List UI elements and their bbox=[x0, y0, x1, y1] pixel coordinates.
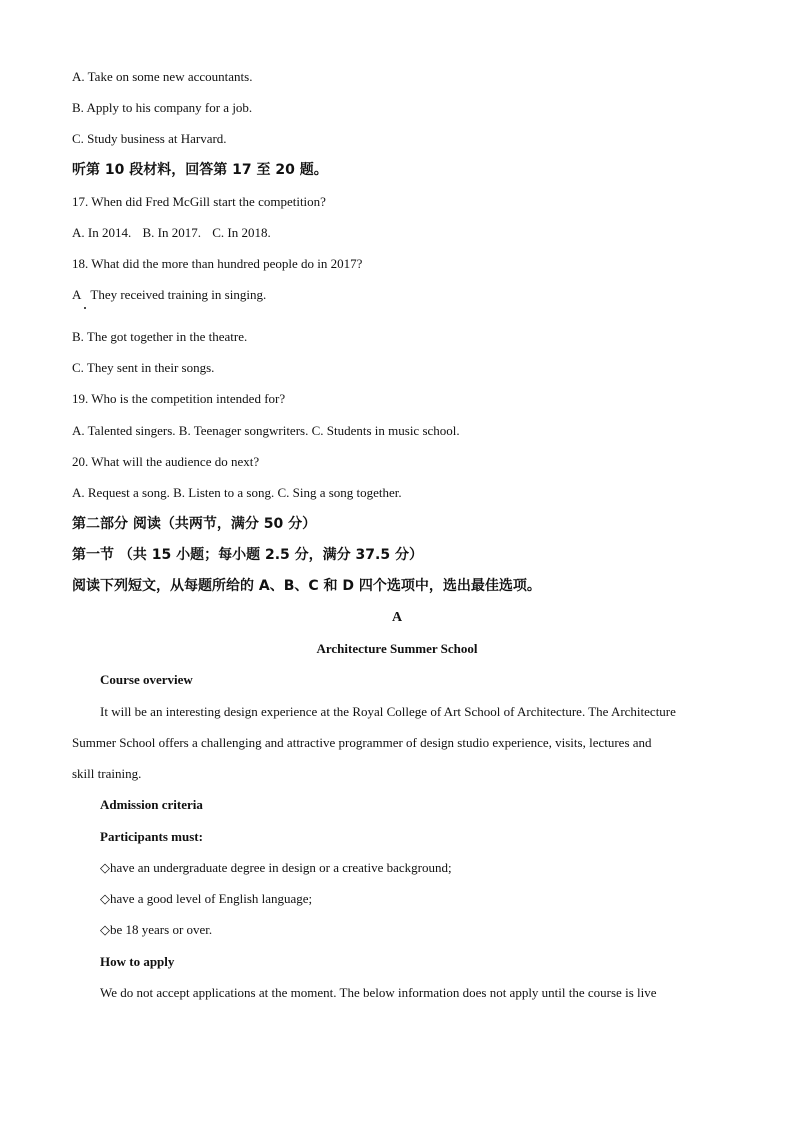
admission-heading: Admission criteria bbox=[100, 797, 203, 812]
section10-instruction: 听第 10 段材料，回答第 17 至 20 题。 bbox=[72, 162, 328, 178]
criteria-item: ◇be 18 years or over. bbox=[100, 922, 213, 937]
q18-question: 18. What did the more than hundred people do in 2017? bbox=[72, 256, 363, 271]
q18-option-c: C. They sent in their songs. bbox=[72, 360, 215, 375]
overview-line-1: It will be an interesting design experience at the Royal College of Art School of Architecture. The Architecture bbox=[100, 704, 676, 719]
criteria-item: ◇have a good level of English language; bbox=[100, 891, 313, 906]
q18-option-b: B. The got together in the theatre. bbox=[72, 329, 248, 344]
participants-heading: Participants must: bbox=[100, 829, 203, 844]
criteria-item: ◇have an undergraduate degree in design or a creative background; bbox=[100, 860, 452, 875]
q20-question: 20. What will the audience do next? bbox=[72, 454, 260, 469]
q18-option-a-text: They received training in singing. bbox=[90, 287, 267, 302]
apply-line-1: We do not accept applications at the moment. The below information does not apply until the course is live bbox=[100, 985, 657, 1000]
passage-title: Architecture Summer School bbox=[316, 641, 478, 656]
q17-question: 17. When did Fred McGill start the competition? bbox=[72, 194, 326, 209]
q17-option-b: B. In 2017. bbox=[142, 225, 201, 240]
q17-option-c: C. In 2018. bbox=[212, 225, 271, 240]
overview-heading: Course overview bbox=[100, 672, 193, 687]
q17-options bbox=[72, 225, 271, 241]
q19-question: 19. Who is the competition intended for? bbox=[72, 391, 286, 406]
q18-option-a bbox=[72, 287, 266, 303]
q16-option-b: B. Apply to his company for a job. bbox=[72, 100, 253, 115]
q19-options: A. Talented singers. B. Teenager songwriters. C. Students in music school. bbox=[72, 423, 460, 438]
passage-label: A bbox=[391, 610, 403, 625]
apply-heading: How to apply bbox=[100, 954, 175, 969]
q17-option-a: A. In 2014. bbox=[72, 225, 132, 240]
part2-instruction: 阅读下列短文，从每题所给的 A、B、C 和 D 四个选项中，选出最佳选项。 bbox=[72, 578, 541, 594]
part2-section1: 第一节 （共 15 小题；每小题 2.5 分，满分 37.5 分） bbox=[72, 547, 423, 563]
overview-line-2: Summer School offers a challenging and attractive programmer of design studio experience, visits, lectures and bbox=[72, 735, 652, 750]
part2-heading: 第二部分 阅读（共两节，满分 50 分） bbox=[72, 516, 317, 532]
overview-line-3: skill training. bbox=[72, 766, 142, 781]
q16-option-a: A. Take on some new accountants. bbox=[72, 69, 253, 84]
stray-dot bbox=[84, 307, 86, 309]
q18-option-a-letter: A bbox=[72, 287, 82, 302]
q16-option-c: C. Study business at Harvard. bbox=[72, 131, 227, 146]
q20-options: A. Request a song. B. Listen to a song. C. Sing a song together. bbox=[72, 485, 402, 500]
